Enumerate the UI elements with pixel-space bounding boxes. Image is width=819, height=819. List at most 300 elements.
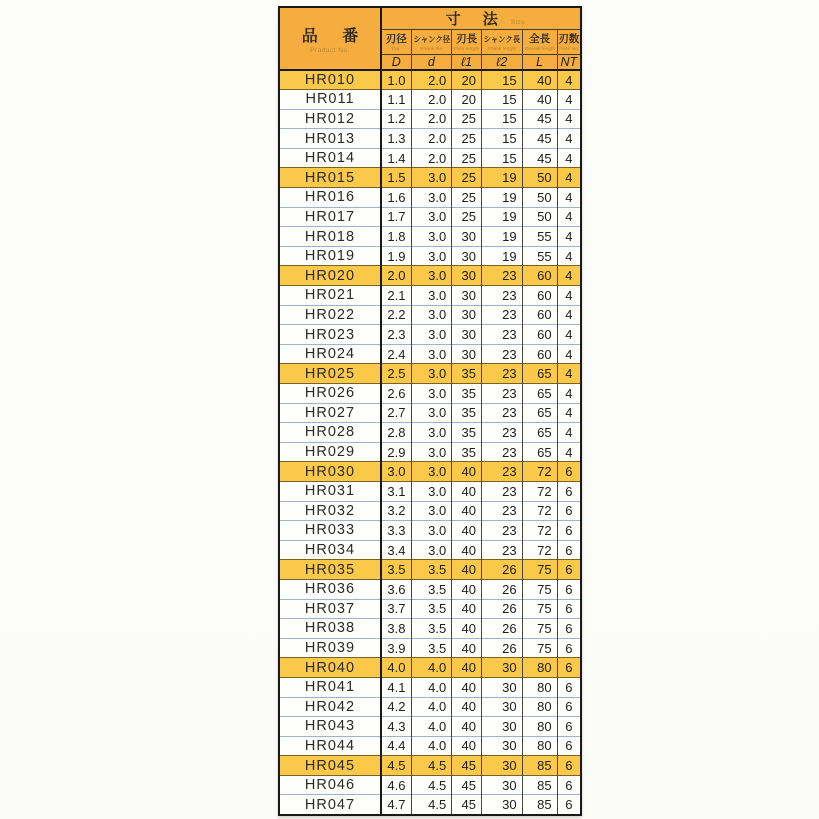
cell-flute-no: 4 — [557, 442, 581, 462]
col-label-flute-length-en: Flute length — [453, 45, 480, 52]
cell-shank-length: 23 — [481, 521, 522, 541]
cell-flute-length: 40 — [452, 599, 482, 619]
cell-overall-length: 72 — [522, 481, 557, 501]
col-header-overall-length — [522, 30, 557, 55]
cell-dia: 1.0 — [381, 70, 411, 90]
cell-overall-length: 40 — [522, 90, 557, 110]
table-row — [279, 717, 581, 737]
cell-flute-no: 4 — [557, 129, 581, 149]
cell-dia: 1.2 — [381, 109, 411, 129]
cell-shank-length: 30 — [481, 795, 522, 815]
cell-shank-length: 30 — [481, 756, 522, 776]
cell-dia: 4.1 — [381, 677, 411, 697]
cell-shank-length: 30 — [481, 658, 522, 678]
cell-shank-dia: 3.0 — [411, 286, 452, 306]
product-header-jp: 品 番 — [301, 28, 369, 45]
cell-shank-dia: 3.0 — [411, 423, 452, 443]
cell-overall-length: 65 — [522, 442, 557, 462]
table-row — [279, 560, 581, 580]
cell-shank-dia: 2.0 — [411, 148, 452, 168]
cell-dia: 1.1 — [381, 90, 411, 110]
cell-dia: 3.3 — [381, 521, 411, 541]
table-row — [279, 344, 581, 364]
col-header-shank-length — [481, 30, 522, 55]
cell-flute-no: 6 — [557, 756, 581, 776]
table-row — [279, 246, 581, 266]
cell-shank-length: 26 — [481, 619, 522, 639]
cell-product-no: HR029 — [279, 442, 381, 462]
cell-overall-length: 55 — [522, 227, 557, 247]
cell-overall-length: 65 — [522, 364, 557, 384]
cell-shank-dia: 3.0 — [411, 364, 452, 384]
cell-flute-no: 4 — [557, 305, 581, 325]
cell-dia: 1.8 — [381, 227, 411, 247]
cell-dia: 3.1 — [381, 481, 411, 501]
cell-flute-no: 4 — [557, 148, 581, 168]
cell-flute-length: 25 — [452, 129, 482, 149]
cell-dia: 1.9 — [381, 246, 411, 266]
cell-shank-length: 30 — [481, 736, 522, 756]
table-row — [279, 658, 581, 678]
table-row — [279, 677, 581, 697]
cell-shank-dia: 2.0 — [411, 70, 452, 90]
cell-flute-no: 4 — [557, 246, 581, 266]
cell-flute-no: 4 — [557, 109, 581, 129]
cell-shank-dia: 3.5 — [411, 560, 452, 580]
col-label-shank-length-en: Shank length — [487, 45, 517, 52]
cell-overall-length: 85 — [522, 756, 557, 776]
cell-overall-length: 80 — [522, 717, 557, 737]
table-row — [279, 227, 581, 247]
cell-shank-length: 19 — [481, 246, 522, 266]
cell-flute-length: 25 — [452, 168, 482, 188]
cell-product-no: HR022 — [279, 305, 381, 325]
table-row — [279, 697, 581, 717]
cell-shank-dia: 4.0 — [411, 697, 452, 717]
cell-shank-length: 30 — [481, 717, 522, 737]
cell-flute-no: 4 — [557, 344, 581, 364]
size-group-header — [381, 7, 581, 30]
cell-overall-length: 80 — [522, 736, 557, 756]
cell-flute-length: 40 — [452, 697, 482, 717]
cell-shank-dia: 3.0 — [411, 246, 452, 266]
table-row — [279, 775, 581, 795]
cell-shank-length: 23 — [481, 481, 522, 501]
table-row — [279, 364, 581, 384]
col-label-shank-dia-en: Shank dia. — [419, 45, 444, 52]
cell-dia: 3.5 — [381, 560, 411, 580]
cell-product-no: HR021 — [279, 286, 381, 306]
cell-product-no: HR043 — [279, 717, 381, 737]
cell-flute-no: 6 — [557, 579, 581, 599]
cell-flute-no: 4 — [557, 423, 581, 443]
cell-flute-no: 6 — [557, 717, 581, 737]
cell-shank-length: 26 — [481, 560, 522, 580]
cell-dia: 1.6 — [381, 188, 411, 208]
cell-flute-no: 6 — [557, 677, 581, 697]
cell-shank-dia: 3.0 — [411, 266, 452, 286]
cell-product-no: HR020 — [279, 266, 381, 286]
cell-shank-dia: 3.5 — [411, 599, 452, 619]
cell-product-no: HR012 — [279, 109, 381, 129]
table-row — [279, 462, 581, 482]
col-label-dia-jp: 刃径 — [385, 32, 407, 45]
cell-shank-length: 15 — [481, 109, 522, 129]
cell-shank-dia: 3.0 — [411, 501, 452, 521]
cell-shank-length: 19 — [481, 227, 522, 247]
cell-flute-no: 6 — [557, 560, 581, 580]
cell-overall-length: 72 — [522, 540, 557, 560]
cell-shank-dia: 3.0 — [411, 305, 452, 325]
cell-overall-length: 75 — [522, 560, 557, 580]
cell-flute-length: 25 — [452, 207, 482, 227]
cell-dia: 4.6 — [381, 775, 411, 795]
cell-product-no: HR019 — [279, 246, 381, 266]
cell-shank-length: 23 — [481, 305, 522, 325]
cell-product-no: HR027 — [279, 403, 381, 423]
cell-dia: 3.4 — [381, 540, 411, 560]
cell-dia: 4.5 — [381, 756, 411, 776]
spec-table-body — [279, 70, 581, 815]
table-row — [279, 305, 581, 325]
col-label-overall-length-jp: 全長 — [529, 32, 551, 45]
cell-overall-length: 60 — [522, 344, 557, 364]
size-header-jp: 寸 法 — [445, 11, 507, 28]
cell-overall-length: 55 — [522, 246, 557, 266]
cell-flute-length: 40 — [452, 677, 482, 697]
cell-flute-no: 4 — [557, 168, 581, 188]
cell-flute-no: 6 — [557, 795, 581, 815]
cell-product-no: HR039 — [279, 638, 381, 658]
col-header-dia — [381, 30, 411, 55]
cell-overall-length: 50 — [522, 188, 557, 208]
table-row — [279, 736, 581, 756]
cell-shank-length: 26 — [481, 638, 522, 658]
cell-product-no: HR047 — [279, 795, 381, 815]
cell-shank-length: 23 — [481, 364, 522, 384]
cell-flute-length: 35 — [452, 364, 482, 384]
cell-shank-dia: 3.0 — [411, 462, 452, 482]
cell-flute-no: 4 — [557, 188, 581, 208]
cell-overall-length: 85 — [522, 795, 557, 815]
cell-dia: 3.8 — [381, 619, 411, 639]
cell-flute-length: 40 — [452, 736, 482, 756]
cell-overall-length: 60 — [522, 266, 557, 286]
cell-flute-length: 30 — [452, 227, 482, 247]
cell-shank-length: 23 — [481, 384, 522, 404]
cell-flute-length: 35 — [452, 384, 482, 404]
cell-dia: 2.5 — [381, 364, 411, 384]
cell-product-no: HR013 — [279, 129, 381, 149]
cell-flute-no: 6 — [557, 658, 581, 678]
table-row — [279, 90, 581, 110]
table-row — [279, 129, 581, 149]
cell-product-no: HR040 — [279, 658, 381, 678]
cell-shank-dia: 4.5 — [411, 795, 452, 815]
cell-flute-length: 35 — [452, 403, 482, 423]
cell-flute-length: 45 — [452, 756, 482, 776]
cell-flute-length: 30 — [452, 246, 482, 266]
cell-flute-no: 6 — [557, 521, 581, 541]
cell-shank-dia: 3.0 — [411, 188, 452, 208]
symbol-NT: NT — [557, 55, 581, 71]
cell-flute-length: 45 — [452, 775, 482, 795]
cell-product-no: HR033 — [279, 521, 381, 541]
cell-overall-length: 45 — [522, 109, 557, 129]
cell-flute-length: 20 — [452, 90, 482, 110]
cell-flute-length: 25 — [452, 188, 482, 208]
cell-shank-dia: 3.0 — [411, 481, 452, 501]
table-row — [279, 442, 581, 462]
col-header-product — [279, 7, 381, 70]
cell-shank-dia: 3.0 — [411, 384, 452, 404]
symbol-L: L — [522, 55, 557, 71]
cell-overall-length: 75 — [522, 579, 557, 599]
table-row — [279, 207, 581, 227]
table-row — [279, 579, 581, 599]
cell-shank-length: 23 — [481, 442, 522, 462]
cell-flute-no: 4 — [557, 227, 581, 247]
cell-dia: 2.4 — [381, 344, 411, 364]
col-label-dia-en: Dia. — [391, 45, 401, 52]
cell-overall-length: 45 — [522, 148, 557, 168]
cell-overall-length: 60 — [522, 305, 557, 325]
table-row — [279, 521, 581, 541]
cell-flute-length: 30 — [452, 305, 482, 325]
cell-flute-length: 40 — [452, 540, 482, 560]
cell-dia: 2.6 — [381, 384, 411, 404]
cell-overall-length: 72 — [522, 501, 557, 521]
cell-shank-dia: 4.5 — [411, 756, 452, 776]
cell-dia: 4.2 — [381, 697, 411, 717]
cell-flute-no: 6 — [557, 697, 581, 717]
cell-product-no: HR014 — [279, 148, 381, 168]
cell-shank-dia: 3.0 — [411, 207, 452, 227]
cell-product-no: HR030 — [279, 462, 381, 482]
cell-overall-length: 75 — [522, 599, 557, 619]
cell-shank-dia: 3.0 — [411, 227, 452, 247]
cell-flute-no: 6 — [557, 619, 581, 639]
size-header-en: Size — [510, 19, 526, 26]
cell-product-no: HR010 — [279, 70, 381, 90]
cell-flute-no: 4 — [557, 90, 581, 110]
cell-overall-length: 65 — [522, 384, 557, 404]
cell-flute-no: 6 — [557, 462, 581, 482]
cell-dia: 4.3 — [381, 717, 411, 737]
cell-flute-length: 40 — [452, 481, 482, 501]
table-row — [279, 403, 581, 423]
cell-shank-length: 23 — [481, 462, 522, 482]
col-header-shank-dia — [411, 30, 452, 55]
cell-shank-dia: 3.0 — [411, 168, 452, 188]
cell-flute-length: 35 — [452, 423, 482, 443]
cell-flute-length: 40 — [452, 717, 482, 737]
table-row — [279, 384, 581, 404]
table-row — [279, 481, 581, 501]
spec-table-header — [279, 7, 581, 70]
cell-shank-length: 23 — [481, 325, 522, 345]
cell-dia: 2.2 — [381, 305, 411, 325]
cell-flute-no: 4 — [557, 364, 581, 384]
cell-dia: 1.3 — [381, 129, 411, 149]
cell-dia: 2.7 — [381, 403, 411, 423]
cell-flute-no: 4 — [557, 325, 581, 345]
cell-product-no: HR023 — [279, 325, 381, 345]
cell-product-no: HR011 — [279, 90, 381, 110]
table-row — [279, 168, 581, 188]
cell-flute-length: 25 — [452, 148, 482, 168]
cell-shank-length: 19 — [481, 168, 522, 188]
col-label-shank-length-jp: シャンク長 — [483, 34, 521, 44]
table-row — [279, 188, 581, 208]
cell-shank-dia: 3.0 — [411, 344, 452, 364]
cell-product-no: HR038 — [279, 619, 381, 639]
cell-product-no: HR042 — [279, 697, 381, 717]
cell-shank-dia: 4.0 — [411, 717, 452, 737]
cell-flute-length: 45 — [452, 795, 482, 815]
cell-product-no: HR032 — [279, 501, 381, 521]
symbol-l2: ℓ2 — [481, 55, 522, 71]
cell-flute-length: 40 — [452, 619, 482, 639]
cell-flute-no: 6 — [557, 481, 581, 501]
cell-flute-no: 6 — [557, 638, 581, 658]
cell-flute-length: 30 — [452, 325, 482, 345]
cell-shank-dia: 3.5 — [411, 619, 452, 639]
cell-flute-no: 6 — [557, 599, 581, 619]
cell-flute-length: 30 — [452, 286, 482, 306]
cell-overall-length: 60 — [522, 286, 557, 306]
cell-dia: 3.6 — [381, 579, 411, 599]
cell-shank-dia: 2.0 — [411, 129, 452, 149]
cell-flute-no: 4 — [557, 207, 581, 227]
col-label-flute-length-jp: 刃長 — [456, 32, 478, 45]
cell-overall-length: 75 — [522, 619, 557, 639]
cell-product-no: HR024 — [279, 344, 381, 364]
table-row — [279, 266, 581, 286]
cell-overall-length: 80 — [522, 677, 557, 697]
cell-overall-length: 65 — [522, 403, 557, 423]
cell-product-no: HR016 — [279, 188, 381, 208]
col-label-flute-no-jp: 刃数 — [558, 32, 580, 45]
cell-overall-length: 45 — [522, 129, 557, 149]
cell-product-no: HR031 — [279, 481, 381, 501]
cell-product-no: HR035 — [279, 560, 381, 580]
cell-dia: 4.4 — [381, 736, 411, 756]
cell-flute-length: 25 — [452, 109, 482, 129]
table-row — [279, 795, 581, 815]
table-row — [279, 109, 581, 129]
symbol-D: D — [381, 55, 411, 71]
table-row — [279, 540, 581, 560]
cell-flute-length: 40 — [452, 560, 482, 580]
cell-flute-no: 6 — [557, 775, 581, 795]
cell-product-no: HR037 — [279, 599, 381, 619]
cell-product-no: HR034 — [279, 540, 381, 560]
cell-overall-length: 72 — [522, 521, 557, 541]
cell-dia: 2.0 — [381, 266, 411, 286]
cell-overall-length: 75 — [522, 638, 557, 658]
cell-flute-length: 40 — [452, 462, 482, 482]
symbol-l1: ℓ1 — [452, 55, 482, 71]
cell-dia: 1.5 — [381, 168, 411, 188]
symbol-d: d — [411, 55, 452, 71]
cell-flute-length: 20 — [452, 70, 482, 90]
cell-flute-length: 40 — [452, 521, 482, 541]
cell-flute-length: 40 — [452, 638, 482, 658]
cell-shank-dia: 4.0 — [411, 658, 452, 678]
cell-product-no: HR041 — [279, 677, 381, 697]
cell-flute-no: 4 — [557, 403, 581, 423]
col-label-flute-no-en: Flute No. — [558, 45, 579, 52]
cell-shank-length: 30 — [481, 677, 522, 697]
cell-flute-length: 30 — [452, 344, 482, 364]
cell-dia: 1.7 — [381, 207, 411, 227]
cell-shank-dia: 4.0 — [411, 736, 452, 756]
cell-shank-dia: 3.0 — [411, 325, 452, 345]
cell-shank-dia: 3.5 — [411, 579, 452, 599]
table-row — [279, 70, 581, 90]
cell-dia: 3.7 — [381, 599, 411, 619]
cell-flute-length: 40 — [452, 501, 482, 521]
cell-overall-length: 60 — [522, 325, 557, 345]
col-header-flute-length — [452, 30, 482, 55]
cell-shank-length: 23 — [481, 403, 522, 423]
product-header-en: Product No. — [310, 47, 350, 54]
cell-shank-dia: 3.0 — [411, 521, 452, 541]
cell-overall-length: 80 — [522, 658, 557, 678]
cell-overall-length: 80 — [522, 697, 557, 717]
cell-product-no: HR036 — [279, 579, 381, 599]
cell-flute-length: 30 — [452, 266, 482, 286]
cell-dia: 3.9 — [381, 638, 411, 658]
cell-dia: 2.3 — [381, 325, 411, 345]
cell-shank-dia: 3.0 — [411, 442, 452, 462]
cell-shank-length: 30 — [481, 775, 522, 795]
col-label-overall-length-en: Overall length — [524, 45, 555, 52]
cell-shank-length: 23 — [481, 540, 522, 560]
cell-product-no: HR028 — [279, 423, 381, 443]
cell-shank-dia: 3.0 — [411, 540, 452, 560]
cell-dia: 4.7 — [381, 795, 411, 815]
cell-shank-length: 19 — [481, 207, 522, 227]
cell-flute-no: 4 — [557, 70, 581, 90]
table-row — [279, 756, 581, 776]
cell-product-no: HR018 — [279, 227, 381, 247]
table-row — [279, 286, 581, 306]
cell-shank-dia: 2.0 — [411, 90, 452, 110]
cell-product-no: HR045 — [279, 756, 381, 776]
cell-shank-dia: 2.0 — [411, 109, 452, 129]
table-row — [279, 599, 581, 619]
cell-product-no: HR044 — [279, 736, 381, 756]
cell-shank-length: 15 — [481, 148, 522, 168]
cell-shank-length: 23 — [481, 423, 522, 443]
table-row — [279, 619, 581, 639]
cell-dia: 2.1 — [381, 286, 411, 306]
cell-shank-dia: 3.5 — [411, 638, 452, 658]
cell-flute-no: 4 — [557, 286, 581, 306]
cell-shank-dia: 3.0 — [411, 403, 452, 423]
cell-dia: 2.8 — [381, 423, 411, 443]
cell-overall-length: 50 — [522, 207, 557, 227]
cell-overall-length: 65 — [522, 423, 557, 443]
cell-shank-length: 23 — [481, 286, 522, 306]
col-header-flute-no — [557, 30, 581, 55]
cell-dia: 3.2 — [381, 501, 411, 521]
cell-shank-length: 26 — [481, 579, 522, 599]
cell-shank-length: 23 — [481, 344, 522, 364]
cell-dia: 3.0 — [381, 462, 411, 482]
